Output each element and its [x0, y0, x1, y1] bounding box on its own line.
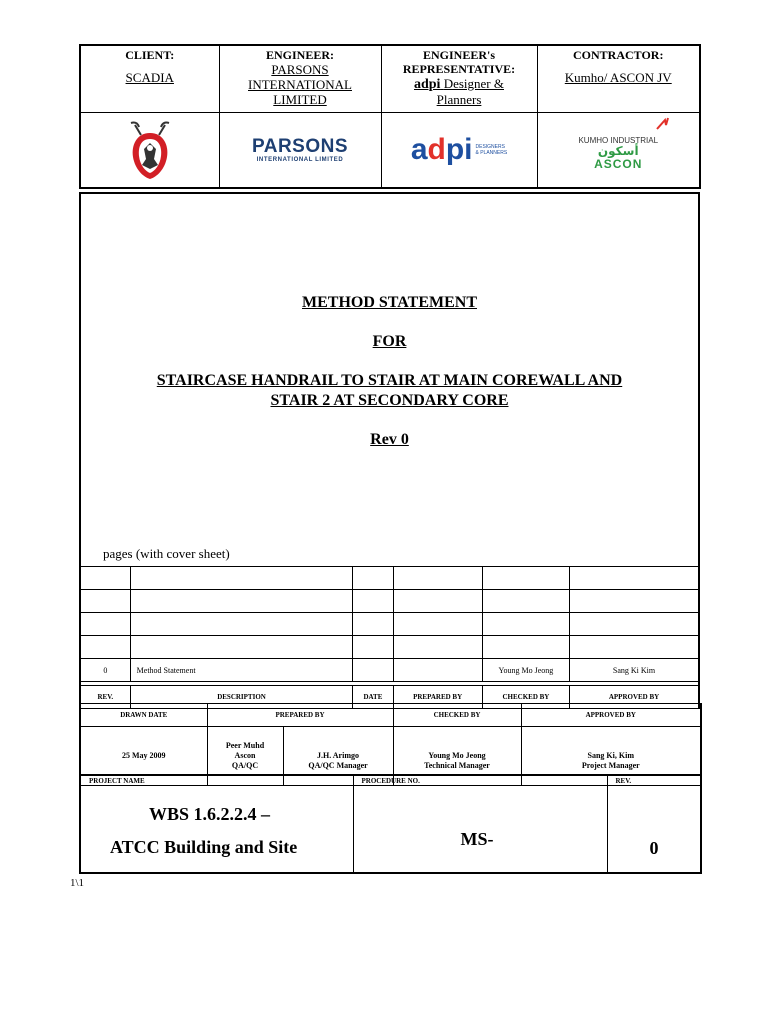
title-rev: Rev 0: [370, 431, 409, 448]
revision-empty-row: [80, 567, 699, 590]
ascon-logo-text: ASCON: [594, 157, 643, 171]
approved-role: Project Manager: [581, 761, 640, 770]
revision-description: Method Statement: [130, 659, 353, 682]
prepared-2-role: QA/QC Manager: [308, 761, 368, 770]
header-table: [79, 44, 701, 189]
revision-approved: Sang Ki Kim: [570, 659, 699, 682]
project-rev: 0: [649, 838, 659, 858]
procedure-label: PROCEDURE NO.: [361, 777, 420, 785]
project-name-line-2: ATCC Building and Site: [110, 837, 298, 857]
approval-header-prepared: PREPARED BY: [207, 704, 393, 727]
revision-empty-row: [80, 636, 699, 659]
prepared-1-name: Peer Muhd: [225, 741, 265, 750]
contractor-value: Kumho/ ASCON JV: [564, 70, 672, 85]
contractor-label: CONTRACTOR:: [573, 48, 664, 62]
rep-cell: [381, 45, 537, 113]
revision-header-approved: APPROVED BY: [570, 686, 699, 709]
revision-header-description: DESCRIPTION: [130, 686, 353, 709]
prepared-1-role: QA/QC: [231, 761, 259, 770]
revision-row: [80, 659, 699, 682]
revision-header-prepared: PREPARED BY: [393, 686, 482, 709]
approval-header-drawn-date: DRAWN DATE: [80, 704, 207, 727]
kumho-logo-text: KUMHO INDUSTRIAL: [578, 136, 659, 145]
revision-table: [79, 566, 700, 709]
checked-role: Technical Manager: [424, 761, 490, 770]
adpi-logo: adpi DESIGNERS & PLANNERS: [410, 133, 508, 166]
kumho-ascon-logo-cell: [537, 113, 700, 189]
engineer-label: ENGINEER:: [265, 48, 334, 62]
scadia-emblem-logo: [125, 119, 175, 183]
approved-name: Sang Ki, Kim: [587, 751, 634, 760]
parsons-logo-main: PARSONS: [251, 136, 349, 157]
rep-value-rest: Designer & Planners: [436, 76, 504, 107]
revision-header-checked: CHECKED BY: [482, 686, 569, 709]
adpi-logo-sub-2: & PLANNERS: [475, 150, 508, 156]
adpi-logo-cell: [381, 113, 537, 189]
contractor-cell: [537, 45, 700, 113]
revision-checked: Young Mo Jeong: [482, 659, 569, 682]
checked-name: Young Mo Jeong: [428, 751, 486, 760]
prepared-1-company: Ascon: [234, 751, 256, 760]
project-name-cell: [80, 775, 353, 873]
procedure-cell: [353, 775, 607, 873]
revision-empty-row: [80, 613, 699, 636]
revision-prepared: [393, 659, 482, 682]
revision-rev: 0: [80, 659, 130, 682]
title-box: [79, 192, 700, 567]
engineer-cell: [219, 45, 381, 113]
adpi-logo-sub-1: DESIGNERS: [475, 144, 505, 150]
project-rev-label: REV.: [615, 777, 632, 785]
approval-header-row: [80, 704, 701, 727]
project-rev-cell: [607, 775, 701, 873]
title-line-3: STAIRCASE HANDRAIL TO STAIR AT MAIN COREWALL AND: [156, 372, 623, 389]
title-line-2: FOR: [372, 333, 407, 350]
rep-label-2: REPRESENTATIVE:: [402, 62, 516, 76]
approval-drawn-date: 25 May 2009: [80, 727, 207, 786]
revision-empty-row: [80, 590, 699, 613]
prepared-2-name: J.H. Arimgo: [317, 751, 359, 760]
client-cell: [80, 45, 219, 113]
kumho-swoosh-icon: [655, 117, 669, 131]
revision-header-rev: REV.: [80, 686, 130, 709]
pages-note: pages (with cover sheet): [103, 546, 230, 561]
title-line-1: METHOD STATEMENT: [302, 294, 477, 311]
revision-header-date: DATE: [353, 686, 393, 709]
page-number-footer: 1\1: [70, 877, 85, 889]
rep-value-bold: adpi: [413, 77, 441, 92]
engineer-value: PARSONS INTERNATIONAL LIMITED: [248, 62, 352, 107]
client-logo-cell: [80, 113, 219, 189]
revision-date: [353, 659, 393, 682]
rep-label-1: ENGINEER's: [422, 48, 496, 62]
parsons-logo-sub: INTERNATIONAL LIMITED: [256, 157, 344, 163]
parsons-logo-cell: [219, 113, 381, 189]
project-name-line-1: WBS 1.6.2.2.4 –: [149, 804, 271, 824]
kumho-ascon-logo: [538, 136, 700, 170]
parsons-logo: [230, 137, 370, 163]
client-label: CLIENT:: [125, 48, 175, 62]
approval-header-checked: CHECKED BY: [393, 704, 521, 727]
project-name-label: PROJECT NAME: [89, 777, 145, 785]
ascon-logo-arabic: أسكون: [597, 144, 639, 158]
title-line-4: STAIR 2 AT SECONDARY CORE: [270, 392, 509, 409]
client-value: SCADIA: [125, 70, 174, 85]
project-table: [79, 774, 702, 874]
procedure-number: MS-: [460, 829, 494, 849]
approval-header-approved: APPROVED BY: [521, 704, 701, 727]
